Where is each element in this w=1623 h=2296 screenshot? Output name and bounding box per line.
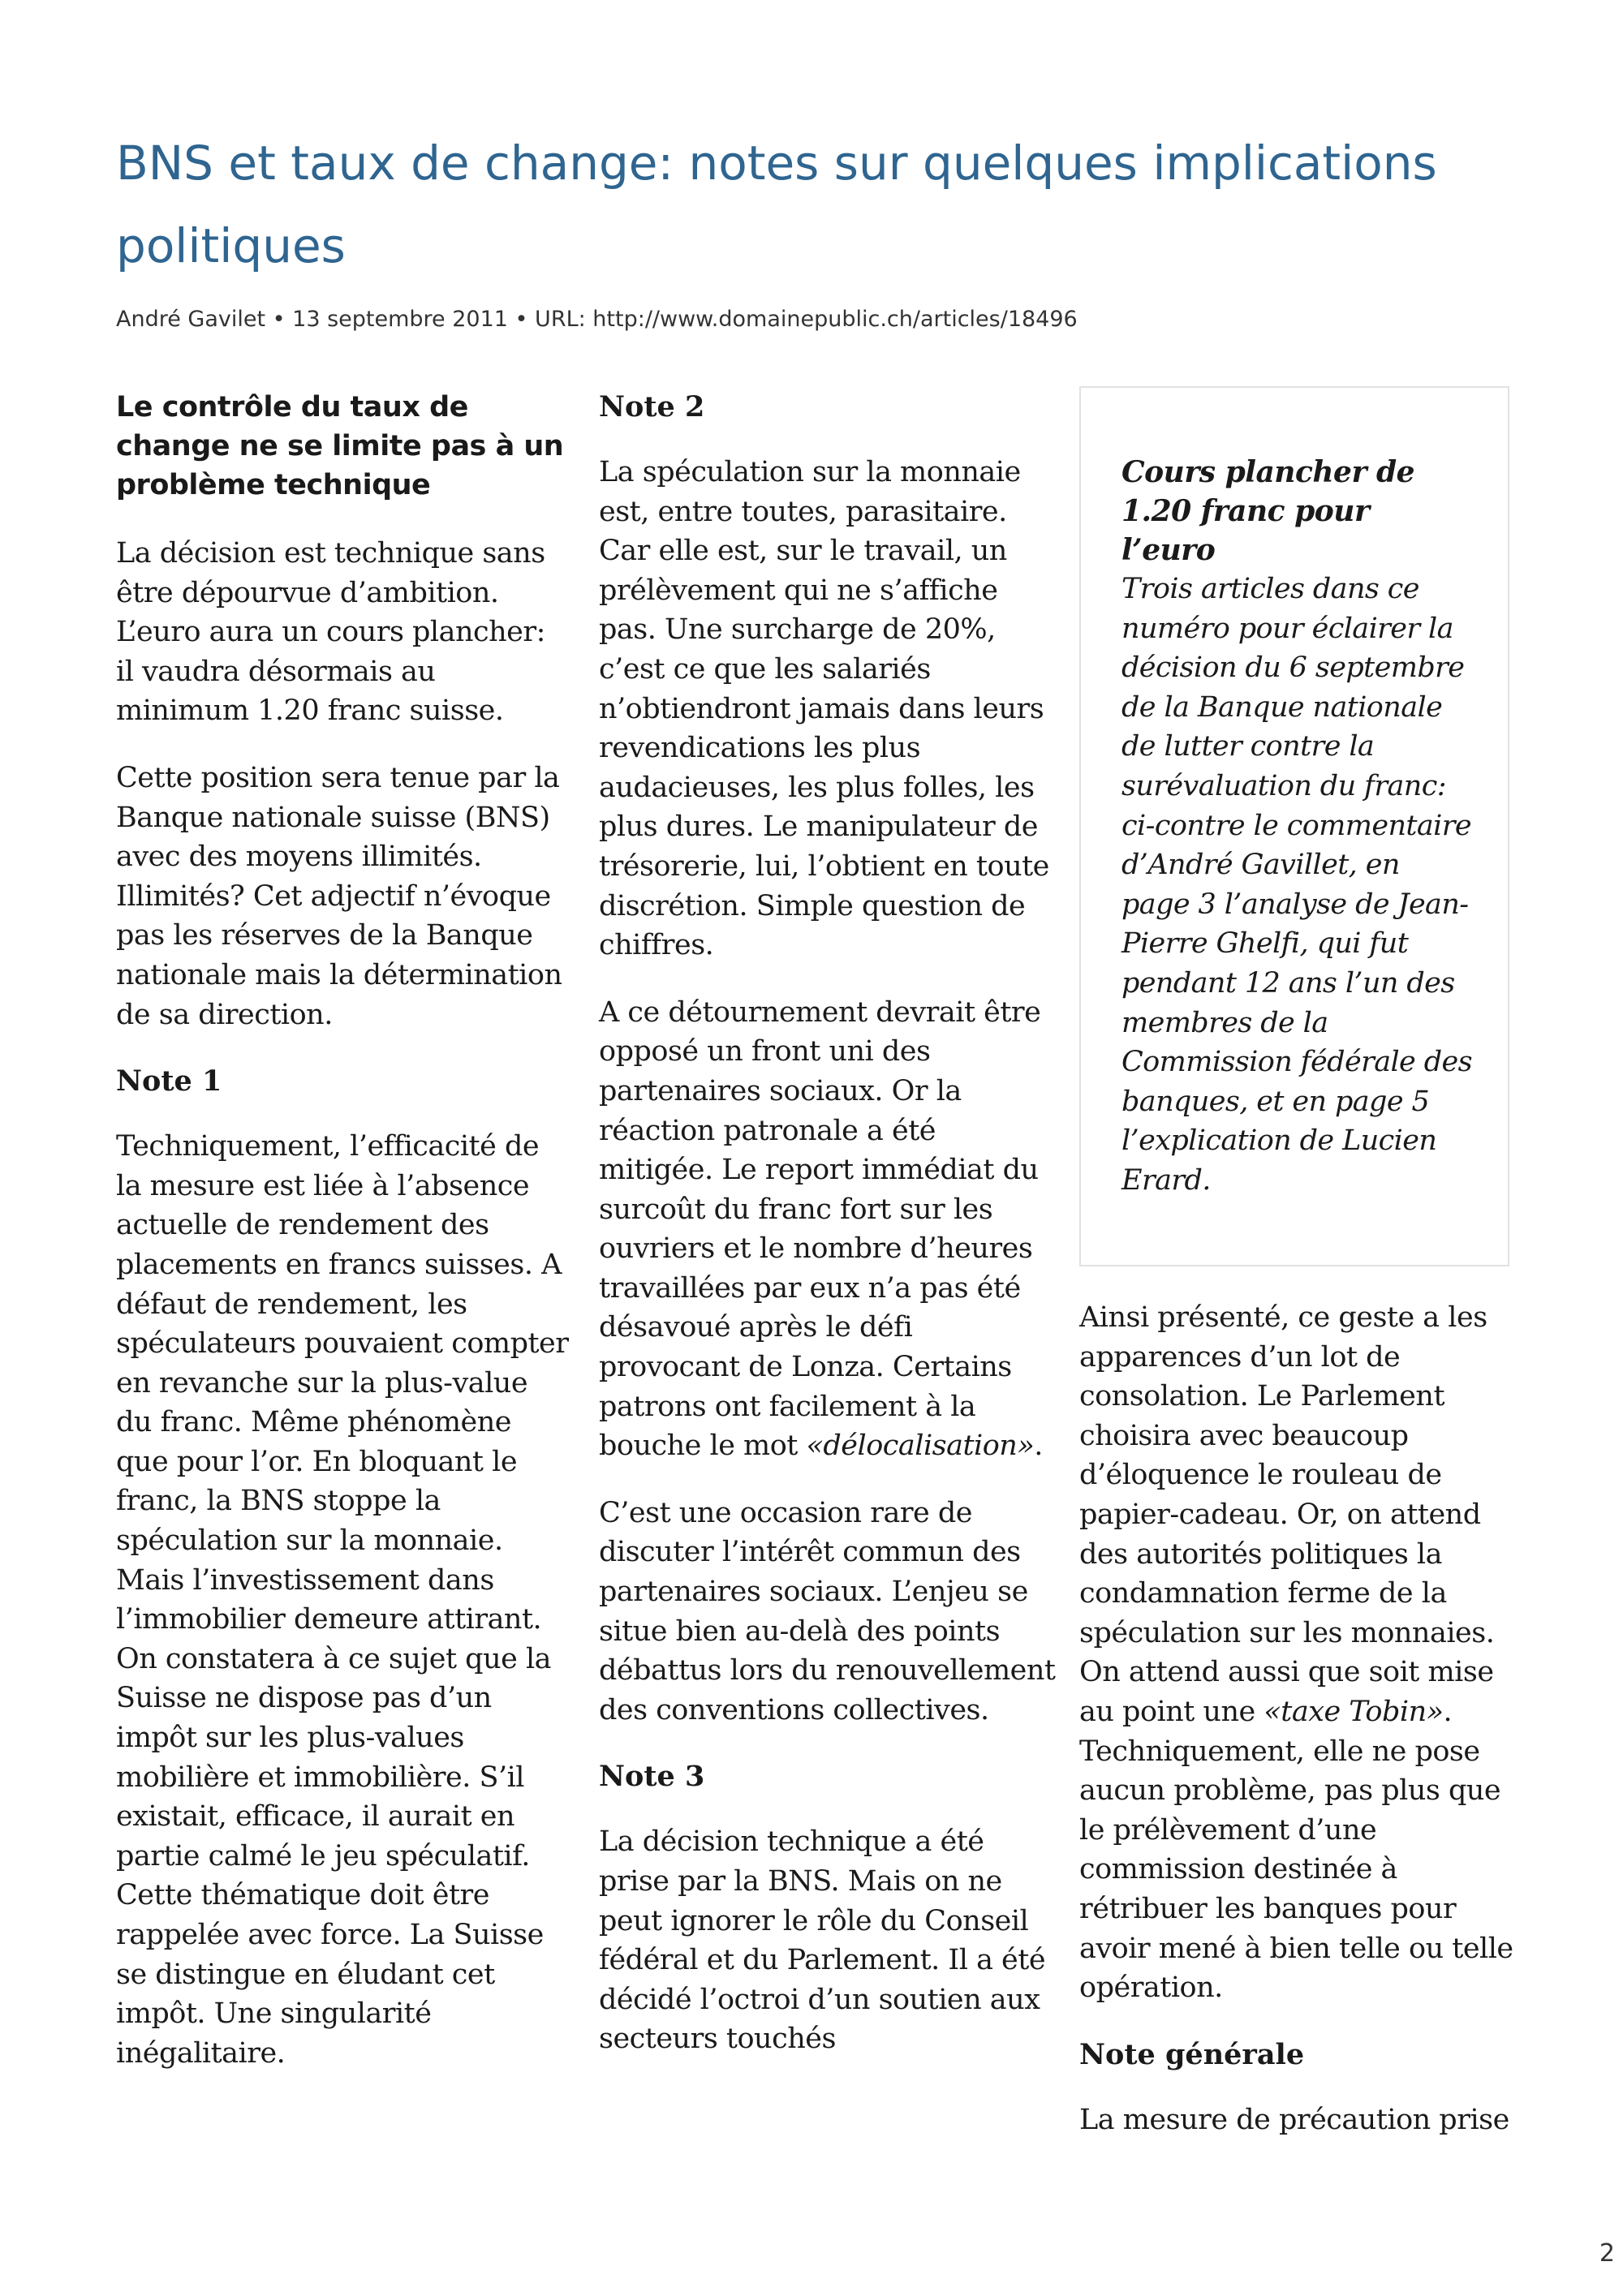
paragraph-text: . <box>1034 1430 1043 1463</box>
general-note-heading: Note générale <box>1079 2037 1305 2071</box>
paragraph: La mesure de précaution prise <box>1079 2103 1509 2136</box>
column-3 <box>1079 1298 1518 2167</box>
sidebar-text: Trois articles dans ce numéro pour éclairer la décision du 6 septembre de la Banque nationale de lutter contre la surévaluation du franc: ci-contre le commentaire d’André Gavillet, en page 3 l’analyse de Jean-Pierre Ghelfi, qui fut pendant 12 ans l’un des membres de la Commission fédérale des banques, et en page 5 l’explication de Lucien Erard. <box>1121 573 1472 1197</box>
paragraph: La spéculation sur la monnaie est, entre toutes, parasitaire. Car elle est, sur le travail, un prélèvement qui ne s’affiche pas. Une surcharge de 20%, c’est ce que les salariés n’obtiendront jamais dans leurs revendications les plus audacieuses, les plus folles, les plus dures. Le manipulateur de trésorerie, lui, l’obtient en toute discrétion. Simple question de chiffres. <box>599 456 1049 962</box>
article-byline: André Gavilet • 13 septembre 2011 • URL: http://www.domainepublic.ch/articles/18496 <box>116 307 1078 332</box>
article-title: BNS et taux de change: notes sur quelques implications politiques <box>116 135 1437 273</box>
column-1 <box>116 388 570 2100</box>
paragraph <box>1079 1298 1518 2008</box>
paragraph: Techniquement, l’efficacité de la mesure est liée à l’absence actuelle de rendement des placements en francs suisses. A défaut de rendement, les spéculateurs pouvaient compter en revanche sur la plus-value du franc. Même phénomène que pour l’or. En bloquant le franc, la BNS stoppe la spéculation sur la monnaie. Mais l’investissement dans l’immobilier demeure attirant. On constatera à ce sujet que la Suisse ne dispose pas d’un impôt sur les plus-values mobilière et immobilière. S’il existait, efficace, il aurait en partie calmé le jeu spéculatif. Cette thématique doit être rappelée avec force. La Suisse se distingue en éludant cet impôt. Une singularité inégalitaire. <box>116 1130 569 2070</box>
sidebar-title: Cours plancher de 1.20 franc pour l’euro <box>1121 455 1415 567</box>
paragraph: La décision technique a été prise par la BNS. Mais on ne peut ignorer le rôle du Conseil fédéral et du Parlement. Il a été décidé l’octroi d’un soutien aux secteurs touchés <box>599 1825 1046 2056</box>
note-2-heading: Note 2 <box>599 390 705 424</box>
paragraph-text: . Techniquement, elle ne pose aucun problème, pas plus que le prélèvement d’une commission destinée à rétribuer les banques pour avoir mené à bien telle ou telle opération. <box>1079 1695 1513 2005</box>
column-2 <box>599 388 1057 2087</box>
note-1-heading: Note 1 <box>116 1064 222 1099</box>
sidebar-box <box>1079 386 1509 1266</box>
lead-heading: Le contrôle du taux de change ne se limite pas à un problème technique <box>116 391 564 501</box>
note-3-heading: Note 3 <box>599 1760 705 1794</box>
paragraph <box>599 993 1057 1466</box>
paragraph-text: A ce détournement devrait être opposé un front uni des partenaires sociaux. Or la réaction patronale a été mitigée. Le report immédiat du surcoût du franc fort sur les ouvriers et le nombre d’heures travaillées par eux n’a pas été désavoué après le défi provocant de Lonza. Certains patrons ont facilement à la bouche le mot <box>599 995 1041 1463</box>
page-number: 2 <box>1599 2239 1615 2268</box>
paragraph: La décision est technique sans être dépourvue d’ambition. L’euro aura un cours plancher: il vaudra désormais au minimum 1.20 franc suisse. <box>116 537 545 728</box>
emphasis-text: «taxe Tobin» <box>1264 1695 1444 1728</box>
paragraph-text: Ainsi présenté, ce geste a les apparences d’un lot de consolation. Le Parlement choisira avec beaucoup d’éloquence le rouleau de papier-cadeau. Or, on attend des autorités politiques la condamnation ferme de la spéculation sur les monnaies. On attend aussi que soit mise au point une <box>1079 1301 1495 1728</box>
paragraph: C’est une occasion rare de discuter l’intérêt commun des partenaires sociaux. L’enjeu se situe bien au-delà des points débattus lors du renouvellement des conventions collectives. <box>599 1496 1056 1726</box>
emphasis-text: «délocalisation» <box>806 1430 1035 1463</box>
paragraph: Cette position sera tenue par la Banque nationale suisse (BNS) avec des moyens illimités. Illimités? Cet adjectif n’évoque pas les réserves de la Banque nationale mais la détermination de sa direction. <box>116 761 562 1031</box>
